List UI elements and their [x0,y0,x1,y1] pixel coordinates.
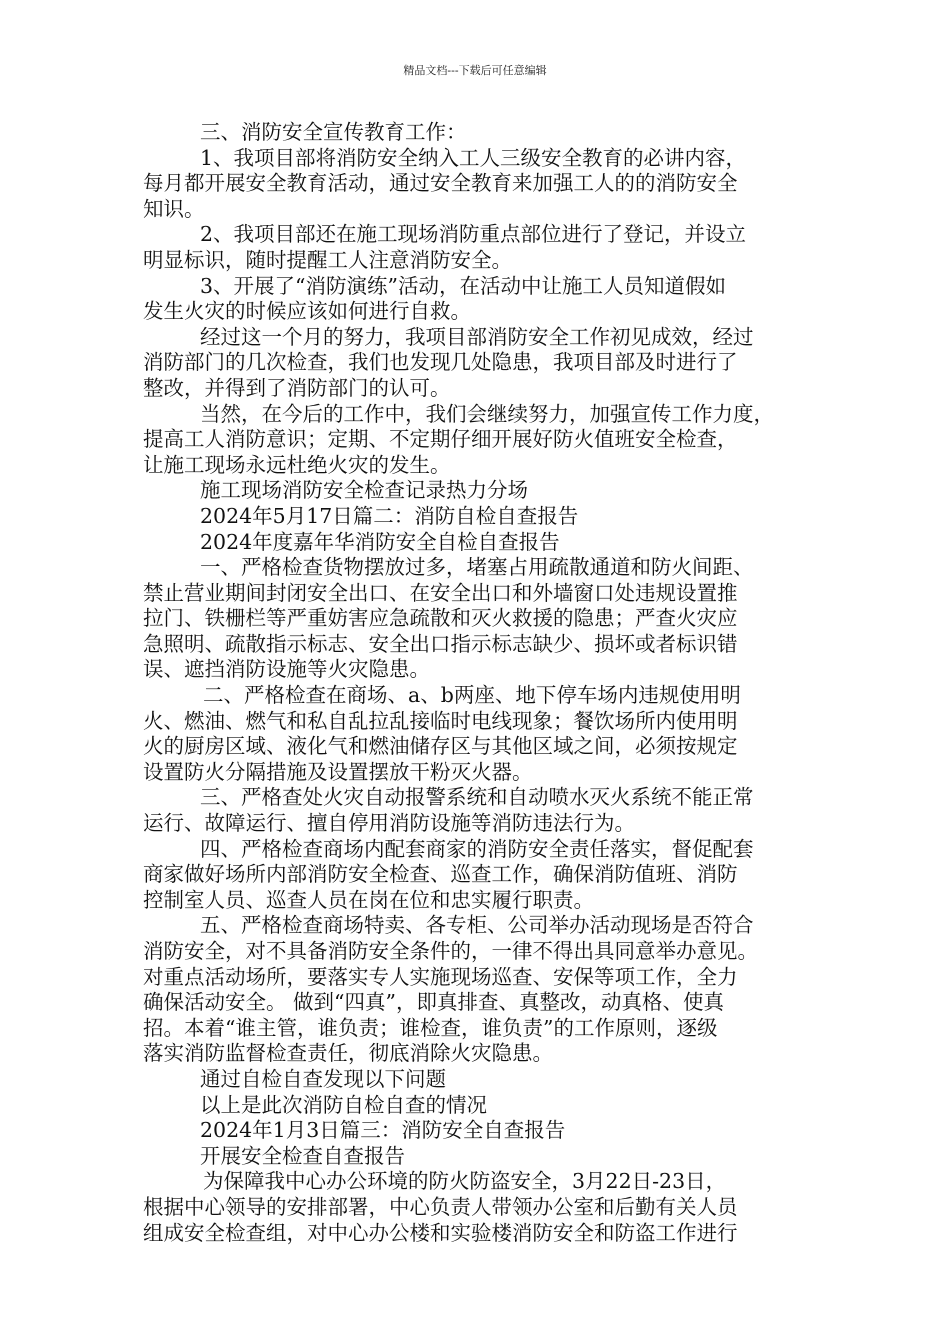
text-line: 2024年5月17日篇二：消防自检自查报告 [200,503,579,528]
text-line: 五、严格检查商场特卖、各专柜、公司举办活动现场是否符合 [200,913,754,938]
text-line: 2024年度嘉年华消防安全自检自查报告 [200,529,560,554]
text-line: 招。本着“谁主管，谁负责；谁检查，谁负责”的工作原则，逐级 [143,1015,718,1040]
text-line: 整改，并得到了消防部门的认可。 [143,375,451,400]
text-line: 火的厨房区域、液化气和燃油储存区与其他区域之间，必须按规定 [143,734,738,759]
text-line: 消防安全，对不具备消防安全条件的，一律不得出具同意举办意见。 [143,939,758,963]
text-line: 让施工现场永远杜绝火灾的发生。 [143,452,451,477]
text-line: 当然，在今后的工作中，我们会继续努力，加强宣传工作力度， [200,401,774,426]
text-line: 每月都开展安全教育活动，通过安全教育来加强工人的的消防安全 [143,171,738,196]
text-line: 运行、故障运行、擅自停用消防设施等消防违法行为。 [143,811,635,836]
text-line: 通过自检自查发现以下问题 [200,1066,446,1091]
text-line: 三、严格查处火灾自动报警系统和自动喷水灭火系统不能正常 [200,785,754,810]
text-line: 二、严格检查在商场、a、b两座、地下停车场内违规使用明 [203,683,741,708]
text-line: 为保障我中心办公环境的防火防盗安全，3月22日-23日， [203,1169,727,1194]
text-line: 根据中心领导的安排部署，中心负责人带领办公室和后勤有关人员 [143,1194,738,1219]
text-line: 以上是此次消防自检自查的情况 [200,1092,487,1117]
text-line: 提高工人消防意识；定期、不定期仔细开展好防火值班安全检查， [143,427,738,452]
text-line: 一、严格检查货物摆放过多，堵塞占用疏散通道和防火间距、 [200,555,754,580]
text-line: 确保活动安全。 做到“四真”，即真排查、真整改，动真格、使真 [143,990,724,1015]
text-line: 组成安全检查组，对中心办公楼和实验楼消防安全和防盗工作进行 [143,1220,738,1245]
text-line: 拉门、铁栅栏等严重妨害应急疏散和灭火救援的隐患；严查火灾应 [143,606,738,631]
text-line: 误、遮挡消防设施等火灾隐患。 [143,657,430,682]
text-line: 1、我项目部将消防安全纳入工人三级安全教育的必讲内容， [200,145,747,170]
text-line: 控制室人员、巡查人员在岗在位和忠实履行职责。 [143,887,594,912]
text-line: 三、消防安全宣传教育工作： [200,120,467,144]
text-line: 消防部门的几次检查，我们也发现几处隐患，我项目部及时进行了 [143,350,738,375]
text-line: 3、开展了“消防演练”活动，在活动中让施工人员知道假如 [200,273,727,298]
text-line: 落实消防监督检查责任，彻底消除火灾隐患。 [143,1041,553,1066]
text-line: 明显标识，随时提醒工人注意消防安全。 [143,247,512,272]
document-body [143,120,813,1246]
page-header: 精品文档---下载后可任意编辑 [403,64,547,77]
text-line: 经过这一个月的努力，我项目部消防安全工作初见成效，经过 [200,324,754,349]
text-line: 知识。 [143,196,205,221]
text-line: 2024年1月3日篇三：消防安全自查报告 [200,1118,566,1143]
text-line: 禁止营业期间封闭安全出口、在安全出口和外墙窗口处违规设置推 [143,580,738,605]
text-line: 商家做好场所内部消防安全检查、巡查工作，确保消防值班、消防 [143,862,738,887]
text-line: 施工现场消防安全检查记录热力分场 [200,478,528,503]
text-line: 设置防火分隔措施及设置摆放干粉灭火器。 [143,759,533,784]
text-line: 对重点活动场所，要落实专人实施现场巡查、安保等项工作，全力 [143,964,738,989]
text-line: 四、严格检查商场内配套商家的消防安全责任落实，督促配套 [200,836,754,861]
text-line: 火、燃油、燃气和私自乱拉乱接临时电线现象；餐饮场所内使用明 [143,708,738,733]
text-line: 开展安全检查自查报告 [200,1143,405,1168]
text-line: 急照明、疏散指示标志、安全出口指示标志缺少、损坏或者标识错 [143,631,738,656]
text-line: 发生火灾的时候应该如何进行自救。 [143,299,471,324]
text-line: 2、我项目部还在施工现场消防重点部位进行了登记，并设立 [200,222,747,247]
